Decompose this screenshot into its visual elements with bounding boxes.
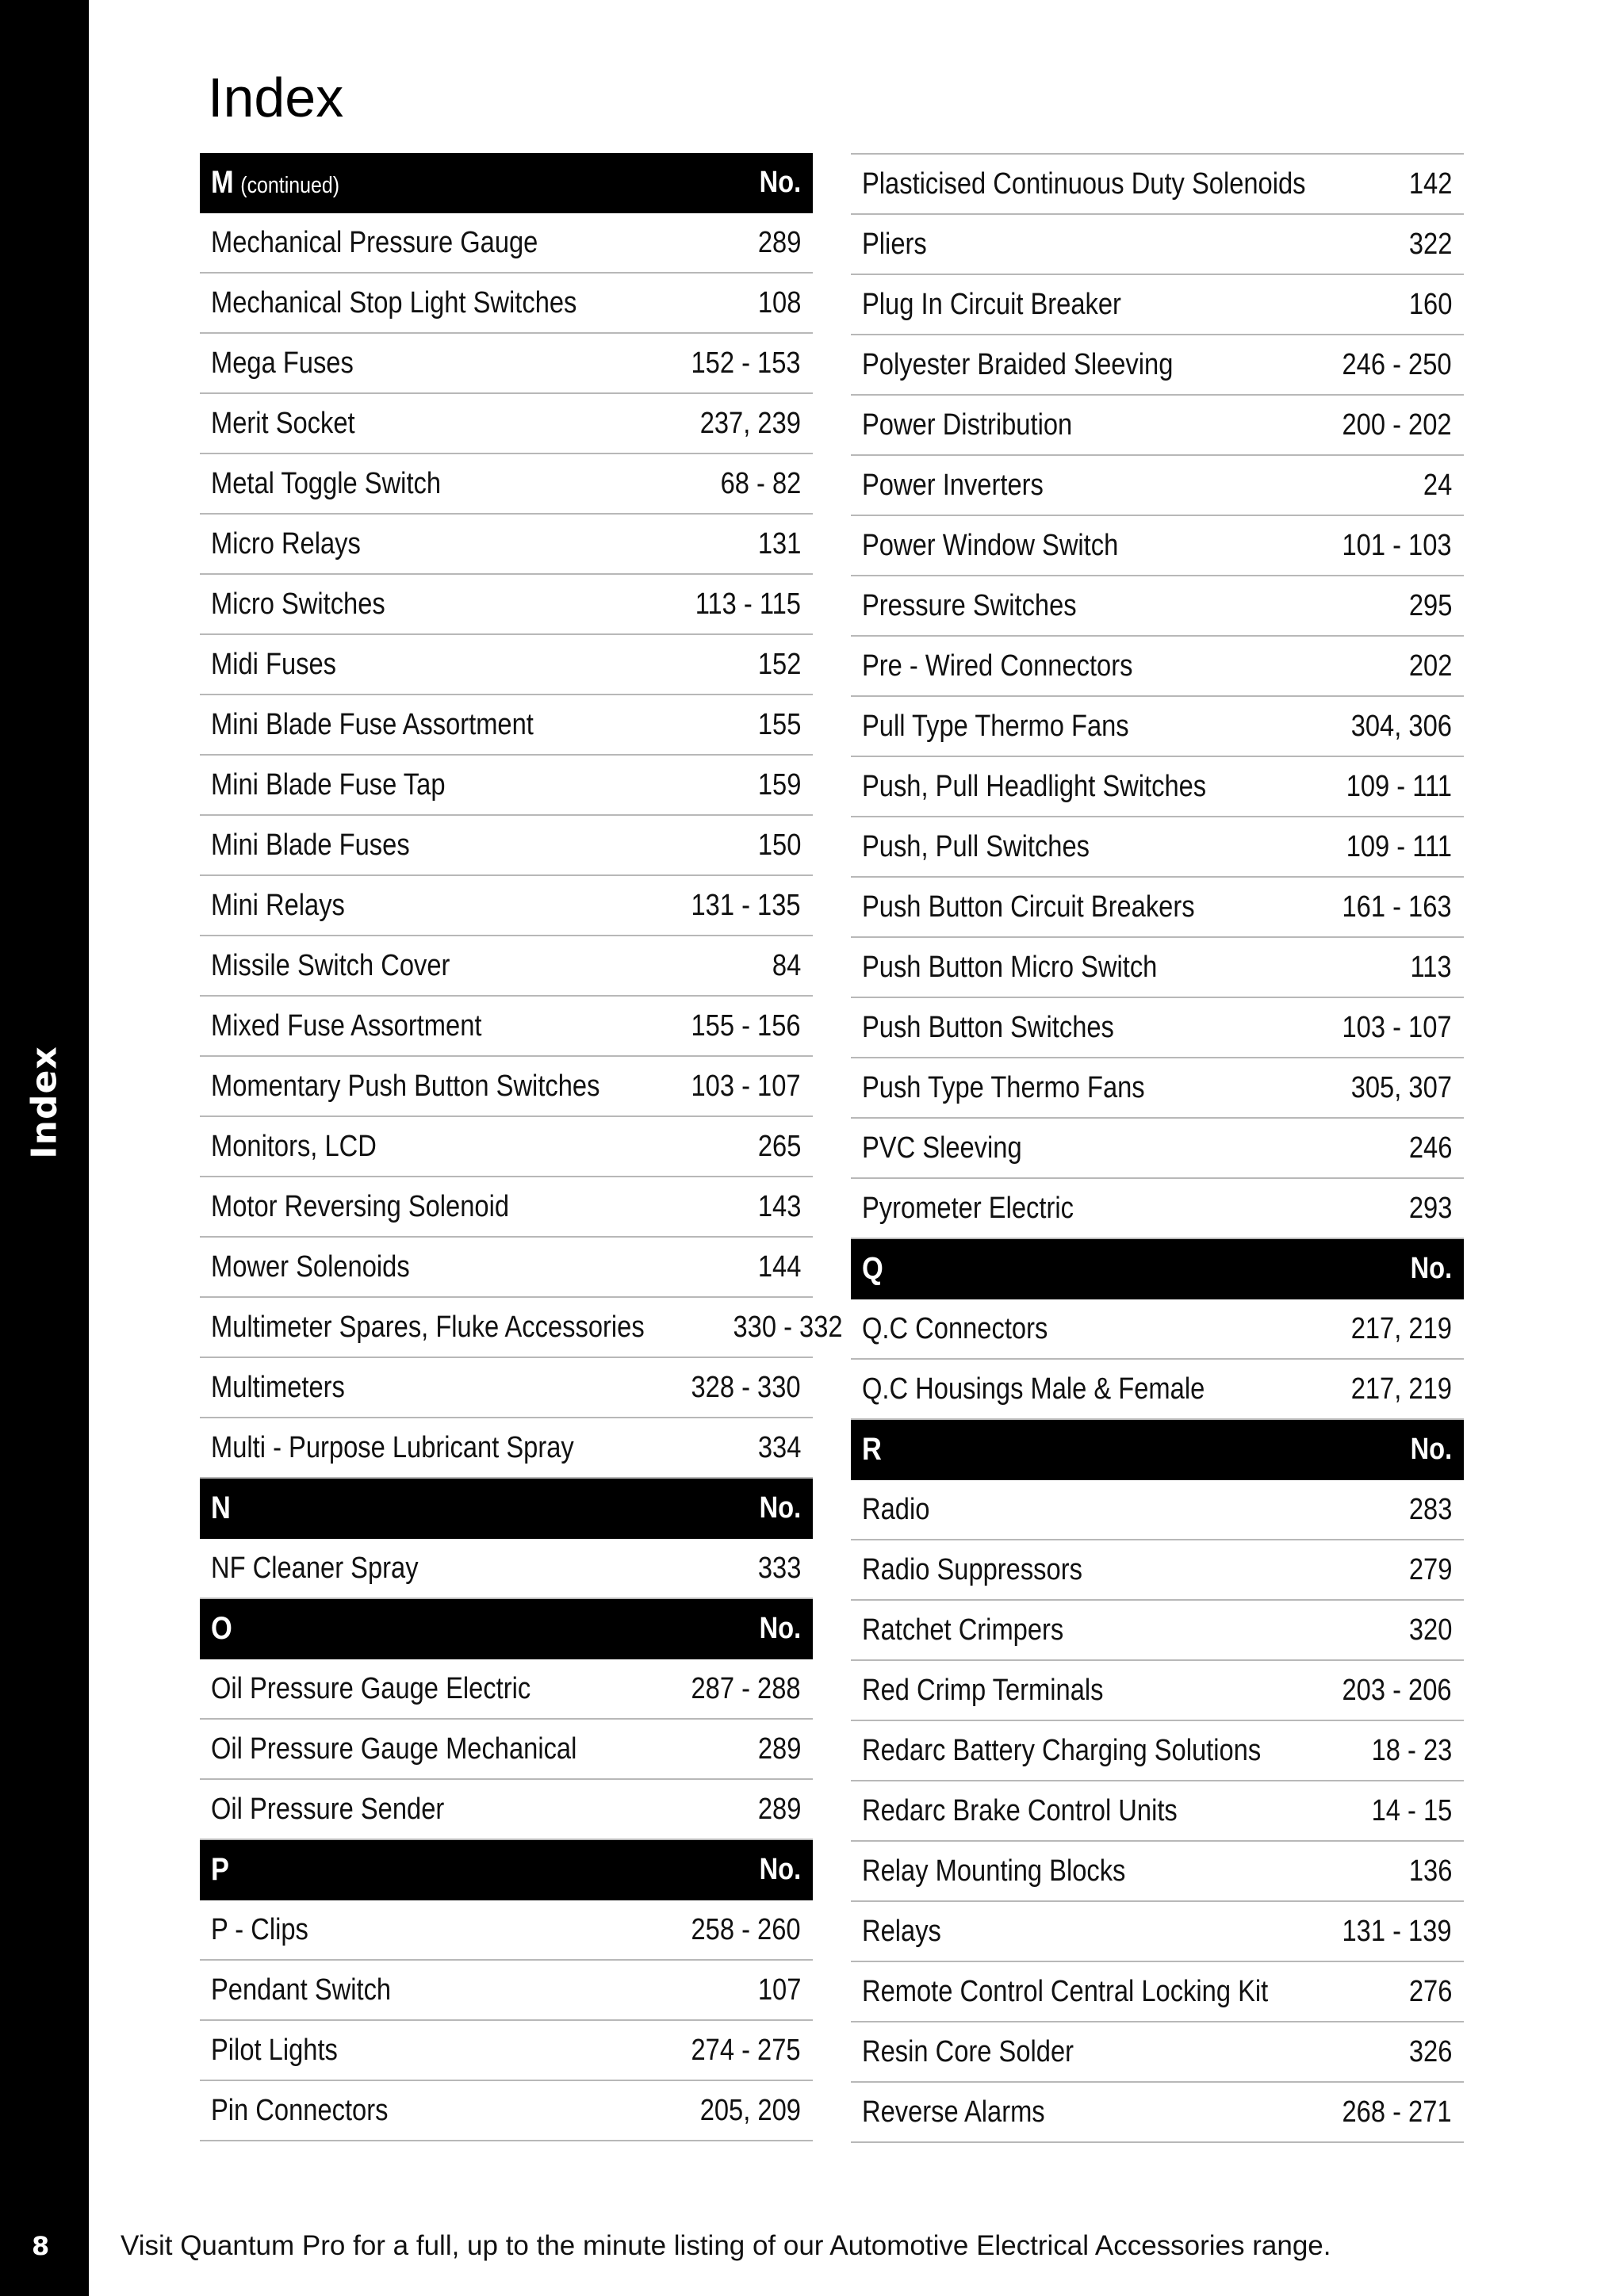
- index-entry: [200, 1780, 813, 1840]
- index-entry: [200, 1358, 813, 1418]
- entry-pages: 305, 307: [1350, 1070, 1452, 1104]
- entry-name: Multi - Purpose Lubricant Spray: [211, 1430, 574, 1464]
- index-entry: [851, 275, 1464, 335]
- section-letter: [211, 1490, 231, 1526]
- entry-name: Pendant Switch: [211, 1973, 392, 2007]
- entry-pages: 203 - 206: [1342, 1673, 1452, 1707]
- entry-pages: 143: [757, 1189, 801, 1223]
- entry-pages: 202: [1408, 649, 1452, 683]
- entry-name: Pull Type Thermo Fans: [862, 709, 1129, 743]
- page-title: Index: [208, 66, 344, 128]
- entry-pages: 265: [757, 1129, 801, 1163]
- section-header-o: [200, 1599, 813, 1659]
- entry-name: Power Window Switch: [862, 528, 1119, 562]
- index-entry: [851, 516, 1464, 576]
- entry-name: Motor Reversing Solenoid: [211, 1189, 510, 1223]
- entry-name: PVC Sleeving: [862, 1131, 1022, 1165]
- index-entry: [851, 456, 1464, 516]
- entry-name: Pressure Switches: [862, 588, 1077, 622]
- entry-pages: 268 - 271: [1342, 2095, 1452, 2129]
- entry-pages: 322: [1408, 227, 1452, 261]
- entry-name: Mixed Fuse Assortment: [211, 1008, 482, 1043]
- entry-name: Polyester Braided Sleeving: [862, 347, 1174, 381]
- index-entry: [200, 394, 813, 454]
- entry-name: Mini Blade Fuse Tap: [211, 767, 446, 802]
- entry-name: Relay Mounting Blocks: [862, 1854, 1126, 1888]
- entry-name: Power Distribution: [862, 408, 1073, 442]
- section-letter: [211, 1611, 232, 1647]
- entry-pages: 295: [1408, 588, 1452, 622]
- section-letter: [211, 1852, 229, 1888]
- entry-name: Momentary Push Button Switches: [211, 1069, 600, 1103]
- entry-pages: 274 - 275: [691, 2033, 801, 2067]
- column-heading-no: No.: [759, 165, 801, 199]
- index-entry: [851, 1058, 1464, 1119]
- entry-pages: 109 - 111: [1346, 829, 1452, 863]
- index-entry: [200, 816, 813, 876]
- entry-pages: 144: [757, 1249, 801, 1284]
- entry-pages: 289: [757, 225, 801, 259]
- index-entry: [851, 998, 1464, 1058]
- entry-pages: 160: [1408, 287, 1452, 321]
- entry-name: Mower Solenoids: [211, 1249, 410, 1284]
- side-tab-label: Index: [24, 1045, 65, 1159]
- index-entry: [200, 1539, 813, 1599]
- index-entry: [200, 695, 813, 756]
- entry-pages: 131 - 139: [1342, 1914, 1452, 1948]
- entry-pages: 289: [757, 1732, 801, 1766]
- entry-pages: 103 - 107: [691, 1069, 801, 1103]
- section-letter-text: Q: [862, 1250, 883, 1286]
- entry-pages: 155: [757, 707, 801, 741]
- entry-name: Mini Blade Fuses: [211, 828, 410, 862]
- entry-pages: 279: [1408, 1552, 1452, 1586]
- index-entry: [200, 515, 813, 575]
- entry-name: Pre - Wired Connectors: [862, 649, 1133, 683]
- entry-pages: 283: [1408, 1492, 1452, 1526]
- side-tab: [24, 1031, 65, 1173]
- entry-name: Push, Pull Switches: [862, 829, 1090, 863]
- entry-pages: 293: [1408, 1191, 1452, 1225]
- index-entry: [200, 1961, 813, 2021]
- index-entry: [851, 1360, 1464, 1420]
- section-letter-text: O: [211, 1610, 232, 1646]
- index-entry: [200, 1900, 813, 1961]
- entry-name: Monitors, LCD: [211, 1129, 377, 1163]
- index-entry: [851, 576, 1464, 637]
- entry-pages: 200 - 202: [1342, 408, 1452, 442]
- entry-pages: 330 - 332: [733, 1310, 843, 1344]
- entry-name: P - Clips: [211, 1912, 308, 1946]
- index-entry: [851, 1480, 1464, 1540]
- index-entry: [200, 274, 813, 334]
- entry-pages: 320: [1408, 1613, 1452, 1647]
- entry-name: Plasticised Continuous Duty Solenoids: [862, 166, 1306, 201]
- entry-pages: 205, 209: [699, 2093, 801, 2127]
- entry-pages: 155 - 156: [691, 1008, 801, 1043]
- entry-pages: 101 - 103: [1342, 528, 1452, 562]
- entry-pages: 142: [1408, 166, 1452, 201]
- section-letter-text: P: [211, 1851, 229, 1887]
- entry-name: Micro Switches: [211, 587, 385, 621]
- entry-name: Red Crimp Terminals: [862, 1673, 1104, 1707]
- entry-name: Mechanical Pressure Gauge: [211, 225, 538, 259]
- entry-name: Push Button Micro Switch: [862, 950, 1158, 984]
- entry-name: Push Button Switches: [862, 1010, 1114, 1044]
- index-entry: [851, 1661, 1464, 1721]
- page-number: 8: [32, 2231, 50, 2261]
- column-heading-no: No.: [759, 1852, 801, 1886]
- index-entry: [851, 1299, 1464, 1360]
- section-letter: [862, 1432, 882, 1468]
- entry-pages: 161 - 163: [1342, 890, 1452, 924]
- entry-name: Pin Connectors: [211, 2093, 389, 2127]
- entry-pages: 103 - 107: [1342, 1010, 1452, 1044]
- entry-name: Pilot Lights: [211, 2033, 338, 2067]
- index-entry: [200, 2021, 813, 2081]
- entry-pages: 289: [757, 1792, 801, 1826]
- index-entry: [200, 1117, 813, 1177]
- entry-pages: 246 - 250: [1342, 347, 1452, 381]
- index-entry: [200, 635, 813, 695]
- entry-pages: 84: [772, 948, 801, 982]
- index-entry: [851, 1781, 1464, 1842]
- entry-pages: 131: [757, 526, 801, 561]
- entry-pages: 18 - 23: [1371, 1733, 1452, 1767]
- entry-name: Radio: [862, 1492, 930, 1526]
- entry-pages: 246: [1408, 1131, 1452, 1165]
- entry-pages: 131 - 135: [691, 888, 801, 922]
- section-header-q: [851, 1239, 1464, 1299]
- index-entry: [851, 335, 1464, 396]
- index-entry: [851, 938, 1464, 998]
- entry-pages: 159: [757, 767, 801, 802]
- section-letter-text: N: [211, 1490, 231, 1525]
- entry-pages: 108: [757, 285, 801, 320]
- entry-pages: 217, 219: [1350, 1372, 1452, 1406]
- index-entry: [200, 1720, 813, 1780]
- index-entry: [851, 396, 1464, 456]
- entry-name: Ratchet Crimpers: [862, 1613, 1064, 1647]
- entry-pages: 107: [757, 1973, 801, 2007]
- entry-pages: 328 - 330: [691, 1370, 801, 1404]
- index-entry: [200, 575, 813, 635]
- index-entry: [851, 1902, 1464, 1962]
- entry-name: Oil Pressure Sender: [211, 1792, 445, 1826]
- entry-pages: 109 - 111: [1346, 769, 1452, 803]
- entry-name: Power Inverters: [862, 468, 1044, 502]
- entry-name: Plug In Circuit Breaker: [862, 287, 1121, 321]
- section-letter-text: R: [862, 1431, 882, 1467]
- index-entry: [200, 1177, 813, 1238]
- index-entry: [200, 334, 813, 394]
- entry-name: Oil Pressure Gauge Electric: [211, 1671, 531, 1705]
- index-entry: [851, 1179, 1464, 1239]
- index-entry: [851, 2083, 1464, 2143]
- entry-name: Missile Switch Cover: [211, 948, 450, 982]
- entry-name: Relays: [862, 1914, 941, 1948]
- index-entry: [200, 936, 813, 997]
- entry-name: Pyrometer Electric: [862, 1191, 1074, 1225]
- entry-name: Push Type Thermo Fans: [862, 1070, 1145, 1104]
- entry-pages: 14 - 15: [1371, 1793, 1452, 1827]
- entry-name: Q.C Housings Male & Female: [862, 1372, 1205, 1406]
- section-letter-text: M: [211, 164, 234, 200]
- index-entry: [851, 2022, 1464, 2083]
- entry-name: Radio Suppressors: [862, 1552, 1082, 1586]
- index-entry: [851, 1962, 1464, 2022]
- index-entry: [851, 1721, 1464, 1781]
- index-entry: [200, 454, 813, 515]
- index-entry: [851, 697, 1464, 757]
- entry-pages: 68 - 82: [720, 466, 801, 500]
- entry-pages: 113 - 115: [695, 587, 801, 621]
- index-entry: [200, 1418, 813, 1479]
- index-entry: [851, 757, 1464, 817]
- entry-pages: 152: [757, 647, 801, 681]
- entry-name: Multimeter Spares, Fluke Accessories: [211, 1310, 645, 1344]
- entry-name: Reverse Alarms: [862, 2095, 1045, 2129]
- index-entry: [200, 997, 813, 1057]
- section-header-n: [200, 1479, 813, 1539]
- entry-pages: 258 - 260: [691, 1912, 801, 1946]
- side-bar: [0, 0, 89, 2296]
- index-column-left: [200, 153, 843, 2141]
- entry-name: Metal Toggle Switch: [211, 466, 442, 500]
- index-entry: [851, 1601, 1464, 1661]
- entry-name: Mechanical Stop Light Switches: [211, 285, 577, 320]
- entry-name: Merit Socket: [211, 406, 355, 440]
- entry-pages: 237, 239: [699, 406, 801, 440]
- column-heading-no: No.: [1410, 1432, 1452, 1466]
- entry-pages: 287 - 288: [691, 1671, 801, 1705]
- entry-name: Redarc Brake Control Units: [862, 1793, 1178, 1827]
- index-entry: [851, 155, 1464, 215]
- column-heading-no: No.: [1410, 1251, 1452, 1285]
- index-entry: [200, 876, 813, 936]
- index-entry: [851, 1842, 1464, 1902]
- entry-pages: 326: [1408, 2034, 1452, 2068]
- index-entry: [851, 637, 1464, 697]
- footer-note: Visit Quantum Pro for a full, up to the minute listing of our Automotive Electrical Accessories range.: [121, 2230, 1331, 2261]
- entry-name: Oil Pressure Gauge Mechanical: [211, 1732, 577, 1766]
- entry-pages: 276: [1408, 1974, 1452, 2008]
- index-entry: [200, 1298, 843, 1358]
- section-letter: [211, 165, 339, 201]
- index-entry: [200, 213, 813, 274]
- entry-name: Push, Pull Headlight Switches: [862, 769, 1207, 803]
- index-entry: [851, 1119, 1464, 1179]
- entry-name: Mini Relays: [211, 888, 345, 922]
- section-header-r: [851, 1420, 1464, 1480]
- entry-name: Resin Core Solder: [862, 2034, 1074, 2068]
- entry-name: Midi Fuses: [211, 647, 336, 681]
- index-entry: [851, 878, 1464, 938]
- index-entry: [200, 1659, 813, 1720]
- index-entry: [200, 1238, 813, 1298]
- section-header-m: [200, 153, 813, 213]
- index-entry: [851, 215, 1464, 275]
- entry-pages: 333: [757, 1551, 801, 1585]
- index-entry: [200, 756, 813, 816]
- entry-name: Redarc Battery Charging Solutions: [862, 1733, 1262, 1767]
- entry-pages: 334: [757, 1430, 801, 1464]
- entry-pages: 304, 306: [1350, 709, 1452, 743]
- index-entry: [851, 1540, 1464, 1601]
- entry-pages: 150: [757, 828, 801, 862]
- entry-name: Micro Relays: [211, 526, 361, 561]
- index-entry: [851, 817, 1464, 878]
- entry-pages: 217, 219: [1350, 1311, 1452, 1345]
- entry-name: Remote Control Central Locking Kit: [862, 1974, 1269, 2008]
- index-column-right: [851, 153, 1464, 2143]
- entry-name: Push Button Circuit Breakers: [862, 890, 1195, 924]
- entry-name: Mini Blade Fuse Assortment: [211, 707, 534, 741]
- continued-label: (continued): [240, 172, 340, 198]
- section-letter: [862, 1251, 883, 1287]
- entry-pages: 113: [1410, 950, 1452, 984]
- column-heading-no: No.: [759, 1490, 801, 1525]
- entry-name: Multimeters: [211, 1370, 345, 1404]
- section-header-p: [200, 1840, 813, 1900]
- entry-pages: 24: [1423, 468, 1452, 502]
- index-entry: [200, 1057, 813, 1117]
- index-entry: [200, 2081, 813, 2141]
- entry-pages: 136: [1408, 1854, 1452, 1888]
- entry-name: Q.C Connectors: [862, 1311, 1048, 1345]
- entry-name: Mega Fuses: [211, 346, 354, 380]
- column-heading-no: No.: [759, 1611, 801, 1645]
- entry-pages: 152 - 153: [691, 346, 801, 380]
- entry-name: Pliers: [862, 227, 927, 261]
- entry-name: NF Cleaner Spray: [211, 1551, 419, 1585]
